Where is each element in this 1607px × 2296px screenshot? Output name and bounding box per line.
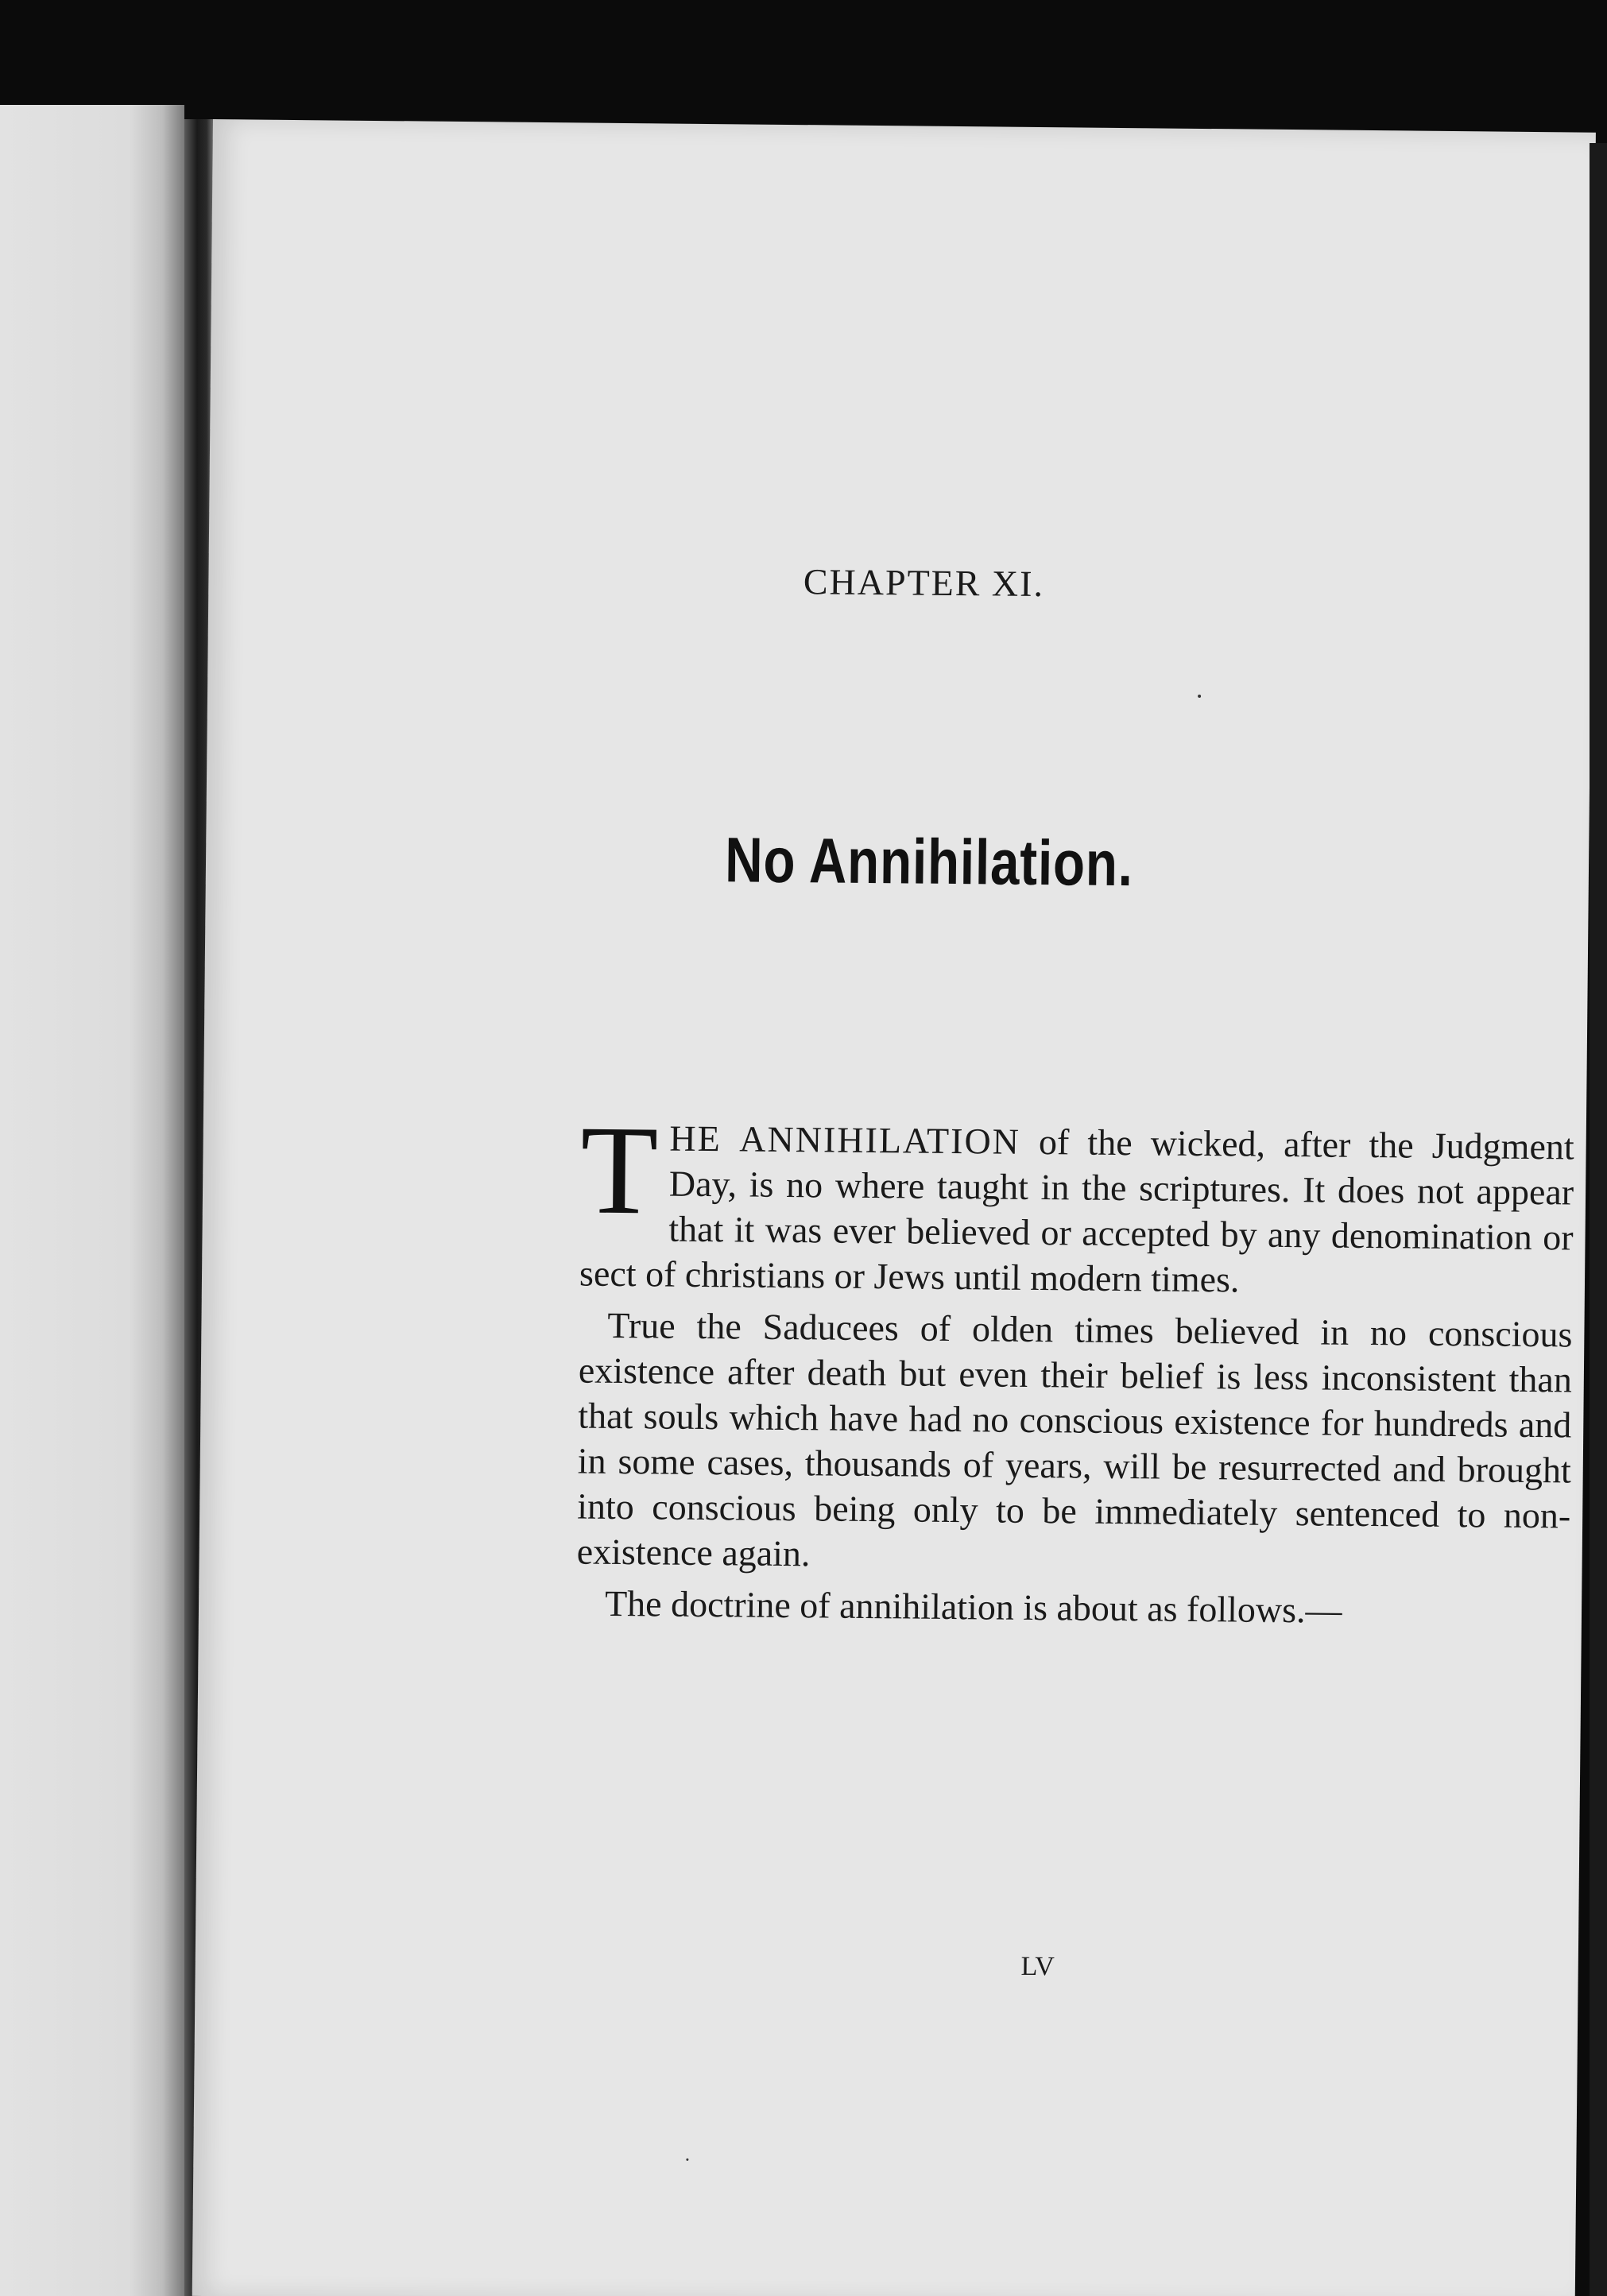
chapter-title: No Annihilation. — [724, 824, 1134, 900]
previous-page-edge — [0, 105, 184, 2296]
page-number: LV — [1020, 1951, 1055, 1982]
drop-cap: T — [579, 1098, 659, 1241]
paragraph-1-lead: HE ANNIHILATION — [669, 1117, 1021, 1162]
print-speck — [686, 2159, 688, 2161]
paragraph-2: True the Saducees of olden times believed in no conscious existence after death but even their belief is less inconsistent than that souls which have had no conscious existence for hundreds and in some cases, thousands of years, will be resurrected and brought into conscious being only to be immediately sentenced to non-existence again. — [576, 1304, 1573, 1574]
chapter-body — [576, 1098, 1574, 1642]
book-page — [192, 119, 1596, 2296]
paragraph-3: The doctrine of annihilation is about as follows.— — [604, 1582, 1342, 1631]
print-speck — [1198, 695, 1201, 698]
paragraph-1 — [579, 1098, 1574, 1306]
chapter-heading: CHAPTER XI. — [803, 561, 1045, 605]
paragraph-1-text: of the wicked, after the Judgment Day, is no where taught in the scriptures. It does not appear that it was ever believed or accepted by any denomination or sect of christians or Jews until modern times. — [579, 1121, 1574, 1300]
scan-border — [1590, 143, 1607, 2296]
